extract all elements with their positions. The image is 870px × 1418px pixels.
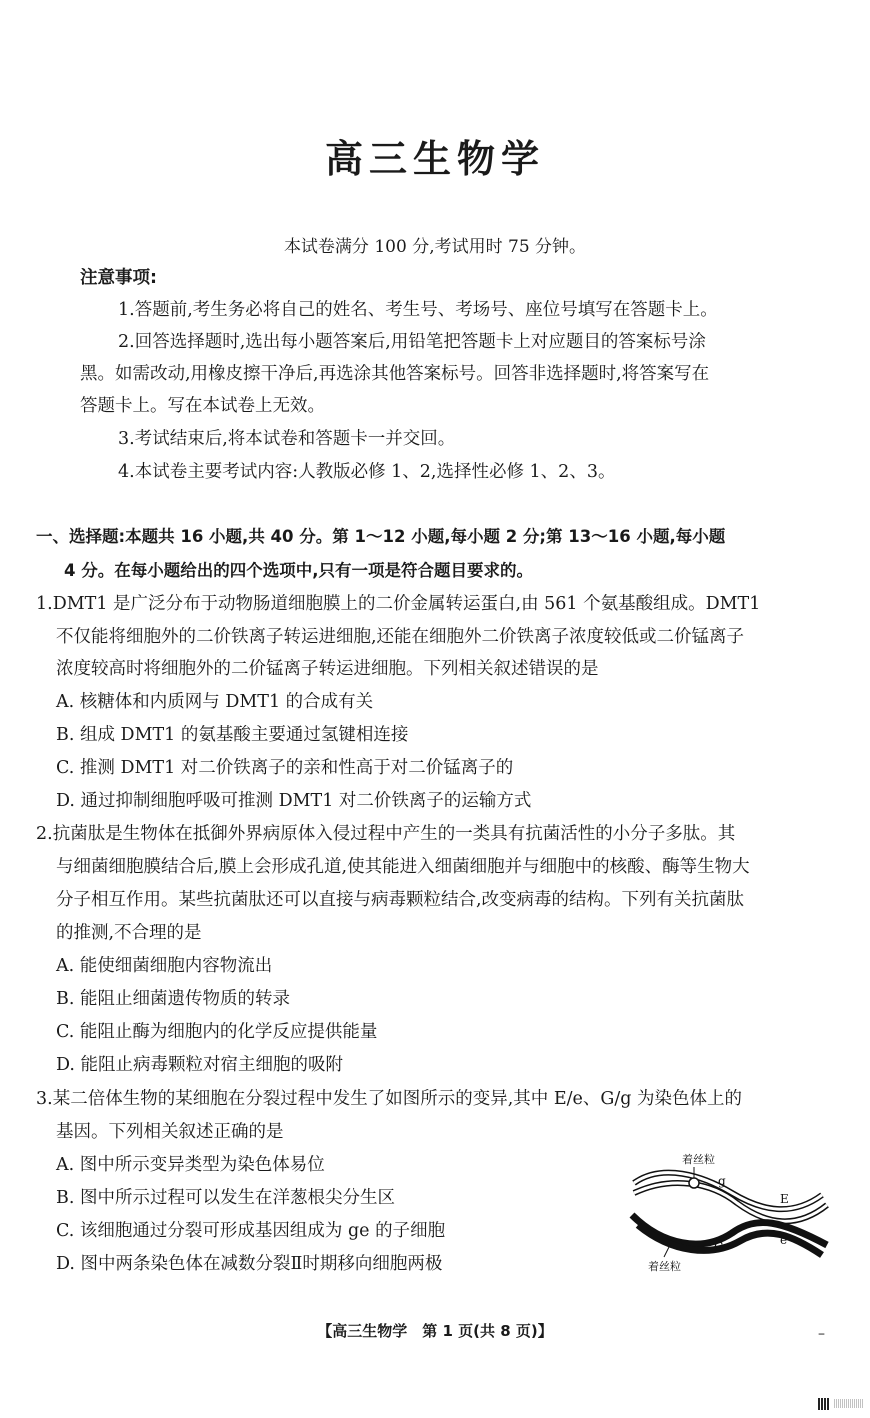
- section-heading: 4 分。在每小题给出的四个选项中,只有一项是符合题目要求的。: [64, 561, 533, 580]
- page-footer: 【高三生物学 第 1 页(共 8 页)】: [317, 1322, 553, 1340]
- question-3-option-a: A. 图中所示变异类型为染色体易位: [56, 1155, 325, 1175]
- question-2-stem: 2.抗菌肽是生物体在抵御外界病原体入侵过程中产生的一类具有抗菌活性的小分子多肽。其: [36, 824, 736, 844]
- question-2-option-d: D. 能阻止病毒颗粒对宿主细胞的吸附: [56, 1055, 344, 1075]
- question-3-option-d: D. 图中两条染色体在减数分裂Ⅱ时期移向细胞两极: [56, 1254, 443, 1274]
- exam-info: 本试卷满分 100 分,考试用时 75 分钟。: [283, 237, 587, 257]
- question-1-option-a: A. 核糖体和内质网与 DMT1 的合成有关: [56, 692, 374, 712]
- notice-line: 黑。如需改动,用橡皮擦干净后,再选涂其他答案标号。回答非选择题时,将答案写在: [80, 364, 710, 384]
- question-2-stem: 与细菌细胞膜结合后,膜上会形成孔道,使其能进入细菌细胞并与细胞中的核酸、酶等生物大: [56, 857, 750, 877]
- question-1-stem: 1.DMT1 是广泛分布于动物肠道细胞膜上的二价金属转运蛋白,由 561 个氨基酸组成。DMT1: [36, 594, 761, 614]
- gene-e-label: e: [780, 1233, 788, 1247]
- question-3-option-b: B. 图中所示过程可以发生在洋葱根尖分生区: [56, 1188, 395, 1208]
- centromere-label-bottom: 着丝粒: [648, 1260, 681, 1273]
- question-2-stem: 的推测,不合理的是: [56, 923, 202, 943]
- notice-line: 3.考试结束后,将本试卷和答题卡一并交回。: [118, 429, 456, 449]
- question-2-option-a: A. 能使细菌细胞内容物流出: [56, 956, 273, 976]
- question-1-stem: 不仅能将细胞外的二价铁离子转运进细胞,还能在细胞外二价铁离子浓度较低或二价锰离子: [56, 627, 745, 647]
- chromosome-light-fill: [634, 1173, 822, 1210]
- gene-G-label: G: [714, 1240, 724, 1254]
- question-3-stem: 基因。下列相关叙述正确的是: [56, 1122, 284, 1142]
- gene-E-label: E: [780, 1192, 789, 1206]
- chromosome-figure: [622, 1145, 832, 1275]
- question-2-option-b: B. 能阻止细菌遗传物质的转录: [56, 989, 290, 1009]
- gene-g-label: g: [718, 1174, 726, 1188]
- notice-line: 答题卡上。写在本试卷上无效。: [80, 396, 325, 416]
- page-title: 高三生物学: [324, 137, 545, 181]
- notice-line: 1.答题前,考生务必将自己的姓名、考生号、考场号、座位号填写在答题卡上。: [118, 300, 718, 320]
- corner-mark: –: [818, 1326, 825, 1342]
- centromere-label-top: 着丝粒: [682, 1153, 715, 1166]
- question-1-option-d: D. 通过抑制细胞呼吸可推测 DMT1 对二价铁离子的运输方式: [56, 791, 532, 811]
- question-1-option-b: B. 组成 DMT1 的氨基酸主要通过氢键相连接: [56, 725, 409, 745]
- question-2-option-c: C. 能阻止酶为细胞内的化学反应提供能量: [56, 1022, 378, 1042]
- question-1-option-c: C. 推测 DMT1 对二价铁离子的亲和性高于对二价锰离子的: [56, 758, 514, 778]
- question-1-stem: 浓度较高时将细胞外的二价锰离子转运进细胞。下列相关叙述错误的是: [56, 659, 599, 679]
- qr-code-icon: [818, 1398, 830, 1410]
- centromere-top: [689, 1178, 699, 1188]
- watermark-text: [834, 1399, 864, 1408]
- question-2-stem: 分子相互作用。某些抗菌肽还可以直接与病毒颗粒结合,改变病毒的结构。下列有关抗菌肽: [56, 890, 745, 910]
- notice-heading: 注意事项:: [80, 268, 157, 288]
- section-heading: 一、选择题:本题共 16 小题,共 40 分。第 1～12 小题,每小题 2 分;第 13～16 小题,每小题: [36, 527, 726, 546]
- question-3-option-c: C. 该细胞通过分裂可形成基因组成为 ge 的子细胞: [56, 1221, 446, 1241]
- question-3-stem: 3.某二倍体生物的某细胞在分裂过程中发生了如图所示的变异,其中 E/e、G/g 为染色体上的: [36, 1089, 742, 1109]
- notice-line: 4.本试卷主要考试内容:人教版必修 1、2,选择性必修 1、2、3。: [118, 462, 616, 482]
- notice-line: 2.回答选择题时,选出每小题答案后,用铅笔把答题卡上对应题目的答案标号涂: [118, 332, 706, 352]
- centromere-bottom-pointer: [664, 1245, 670, 1257]
